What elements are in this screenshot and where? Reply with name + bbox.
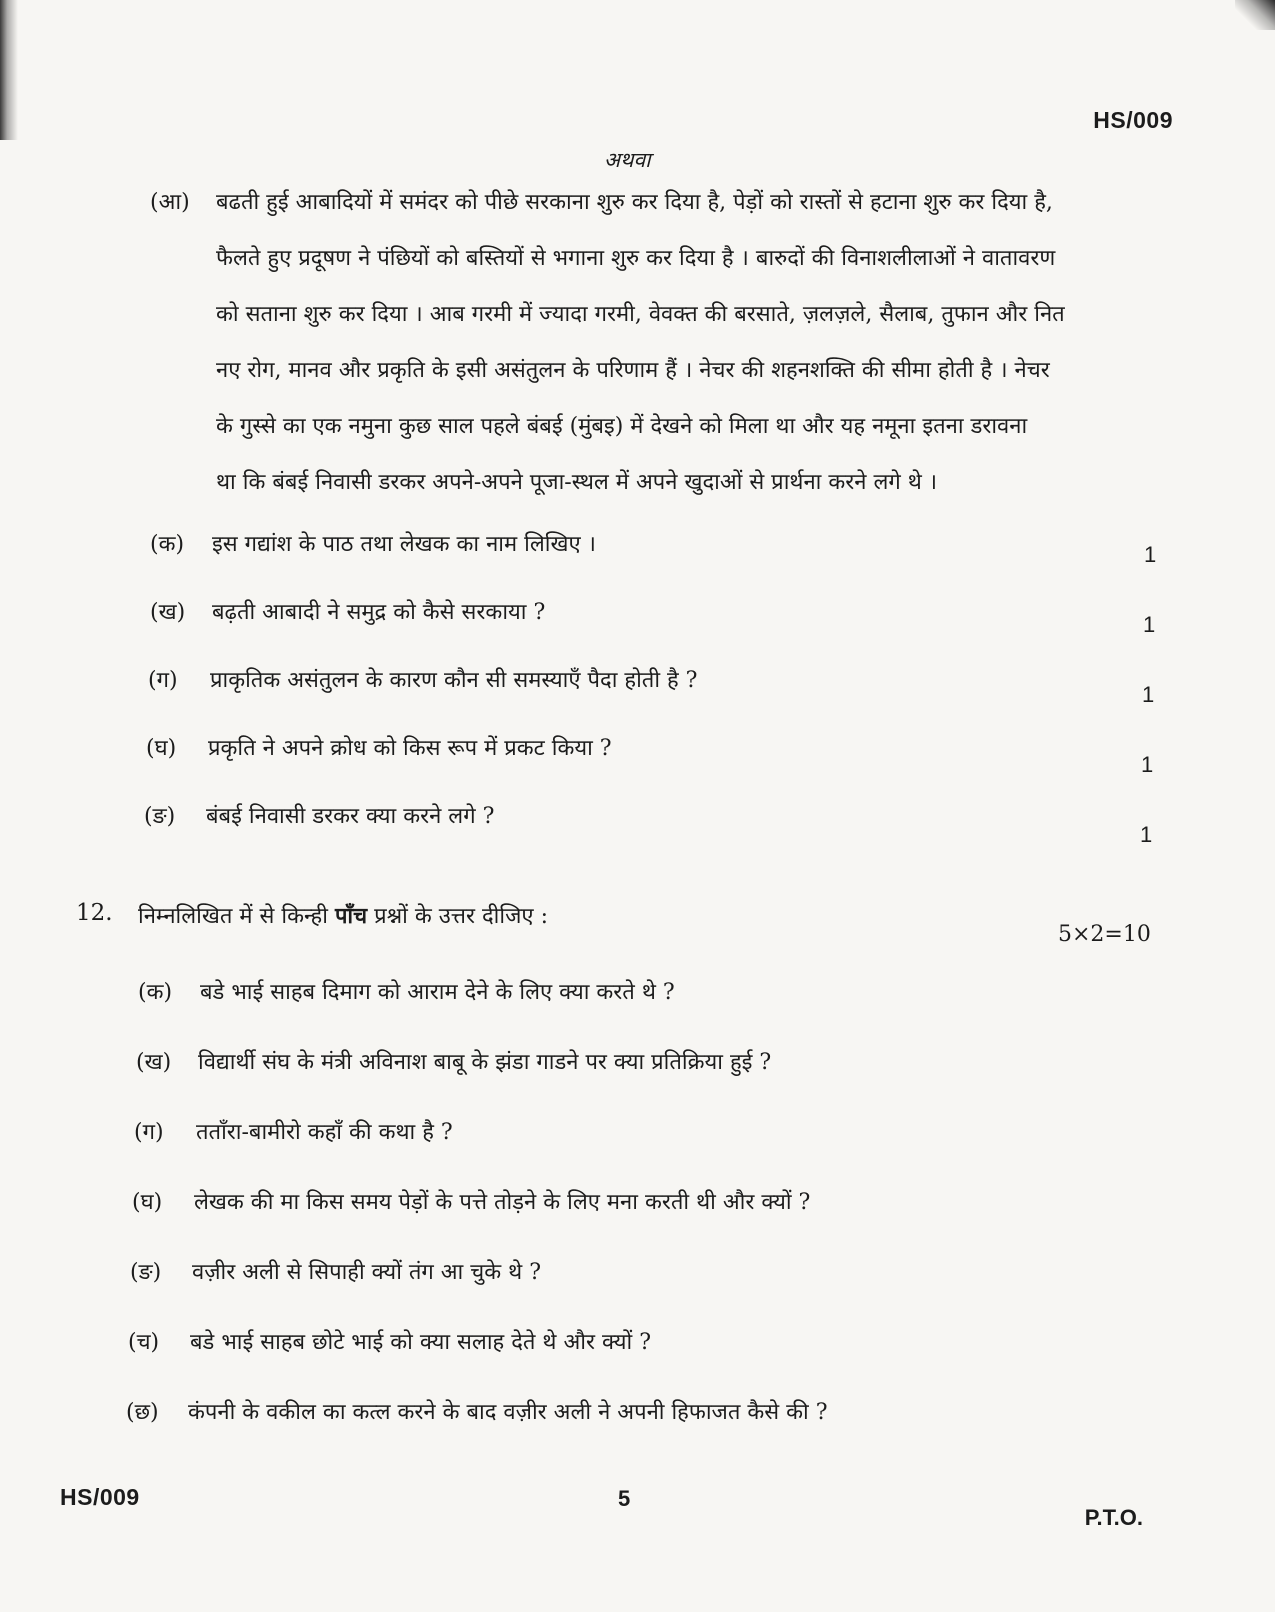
question-text: बडे भाई साहब दिमाग को आराम देने के लिए क्या करते थे ?: [200, 980, 675, 1005]
prompt-emphasis: पाँच: [334, 903, 368, 929]
prompt-text: प्रश्नों के उत्तर दीजिए :: [367, 904, 548, 929]
scan-edge-shadow: [0, 0, 18, 140]
question-text: कंपनी के वकील का कत्ल करने के बाद वज़ीर अली ने अपनी हिफाजत कैसे की ?: [188, 1400, 828, 1425]
question-text: बडे भाई साहब छोटे भाई को क्या सलाह देते थे और क्यों ?: [190, 1330, 652, 1355]
question-text: प्रकृति ने अपने क्रोध को किस रूप में प्रकट किया ?: [208, 736, 612, 761]
question-12-prompt: [138, 900, 548, 930]
question-label: (ङ): [130, 1260, 162, 1285]
question-marks: 1: [1143, 612, 1156, 637]
question-marks: 1: [1144, 542, 1157, 567]
separator-athva: अथवा: [604, 148, 651, 172]
passage-line: को सताना शुरु कर दिया । आब गरमी में ज्यादा गरमी, वेवक्त की बरसाते, ज़लज़ले, सैलाब, तुफान और नित: [216, 302, 1065, 327]
passage-line: था कि बंबई निवासी डरकर अपने-अपने पूजा-स्थल में अपने खुदाओं से प्रार्थना करने लगे थे ।: [216, 470, 938, 495]
question-label: (घ): [146, 736, 177, 761]
passage-question: [150, 528, 596, 558]
question-text: बढ़ती आबादी ने समुद्र को कैसे सरकाया ?: [212, 600, 546, 625]
scan-corner-shadow: [1235, 0, 1275, 30]
question-label: (ख): [150, 600, 186, 625]
q12-item: [134, 1116, 453, 1146]
passage-question: [150, 596, 545, 626]
pto-label: P.T.O.: [1084, 1505, 1143, 1530]
question-label: (ग): [148, 668, 178, 693]
question-text: प्राकृतिक असंतुलन के कारण कौन सी समस्याएँ पैदा होती है ?: [210, 668, 698, 693]
question-label: (ख): [136, 1050, 172, 1075]
question-text: लेखक की मा किस समय पेड़ों के पत्ते तोड़ने के लिए मना करती थी और क्यों ?: [194, 1190, 811, 1215]
question-label: (ङ): [144, 804, 176, 829]
passage-question: [148, 664, 697, 694]
question-label: (घ): [132, 1190, 163, 1215]
q12-item: [126, 1396, 828, 1426]
q12-item: [136, 1046, 771, 1076]
question-12-marks: 5×2=10: [1058, 922, 1151, 947]
question-label: (च): [128, 1330, 160, 1355]
passage-line: नए रोग, मानव और प्रकृति के इसी असंतुलन के परिणाम हैं । नेचर की शहनशक्ति की सीमा होती है । नेचर: [216, 358, 1050, 383]
page-number: 5: [618, 1486, 631, 1511]
question-text: तताँरा-बामीरो कहाँ की कथा है ?: [196, 1120, 453, 1145]
question-label: (क): [150, 532, 185, 557]
q12-item: [128, 1326, 651, 1356]
question-label: (ग): [134, 1120, 164, 1145]
question-label: (क): [138, 980, 173, 1005]
q12-item: [130, 1256, 541, 1286]
passage-line: फैलते हुए प्रदूषण ने पंछियों को बस्तियों से भगाना शुरु कर दिया है । बारुदों की विनाशलीलाओं ने वातावरण: [216, 246, 1056, 271]
question-marks: 1: [1142, 682, 1155, 707]
passage-question: [144, 800, 494, 830]
footer-paper-code: HS/009: [60, 1484, 140, 1510]
q12-item: [132, 1186, 810, 1216]
q12-item: [138, 976, 675, 1006]
passage-line: के गुस्से का एक नमुना कुछ साल पहले बंबई (मुंबइ) में देखने को मिला था और यह नमूना इतना डरावना: [216, 414, 1028, 439]
question-marks: 1: [1141, 752, 1154, 777]
question-text: विद्यार्थी संघ के मंत्री अविनाश बाबू के झंडा गाडने पर क्या प्रतिक्रिया हुई ?: [198, 1050, 772, 1075]
question-text: इस गद्यांश के पाठ तथा लेखक का नाम लिखिए ।: [212, 532, 596, 557]
passage-line: बढती हुई आबादियों में समंदर को पीछे सरकाना शुरु कर दिया है, पेड़ों को रास्तों से हटाना शुरु कर दिया है,: [216, 190, 1053, 215]
question-number: 12.: [76, 900, 113, 926]
question-text: बंबई निवासी डरकर क्या करने लगे ?: [206, 804, 495, 829]
header-paper-code: HS/009: [1093, 107, 1173, 133]
question-marks: 1: [1140, 822, 1153, 847]
passage-question: [146, 732, 612, 762]
prompt-text: निम्नलिखित में से किन्ही: [138, 904, 335, 929]
question-label: (छ): [126, 1400, 159, 1425]
question-text: वज़ीर अली से सिपाही क्यों तंग आ चुके थे ?: [192, 1260, 541, 1285]
passage-marker: (आ): [150, 190, 190, 215]
